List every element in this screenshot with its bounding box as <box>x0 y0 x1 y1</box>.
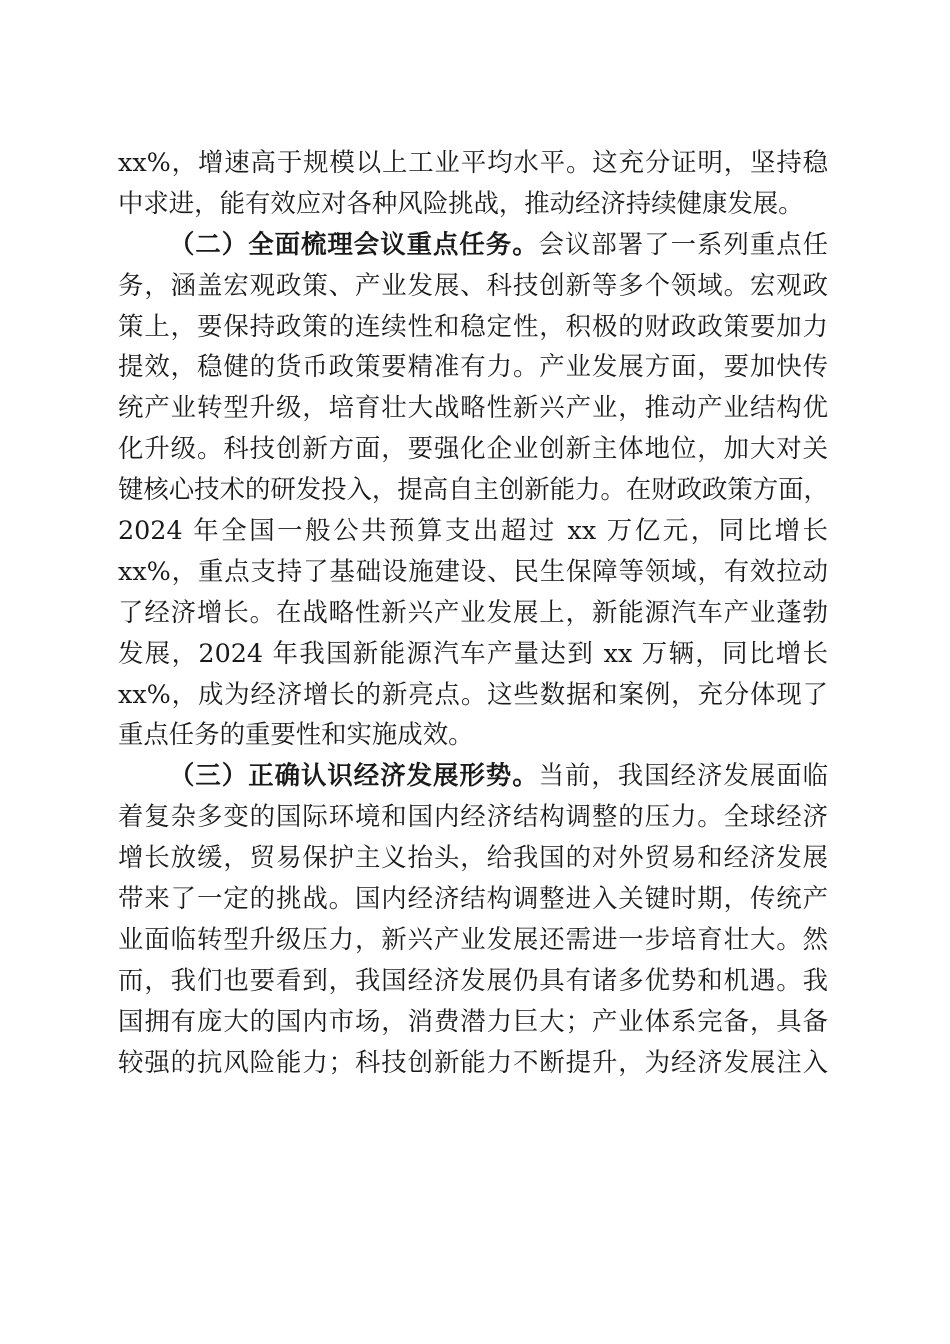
text-line: 而，我们也要看到，我国经济发展仍具有诸多优势和机遇。我 <box>118 964 828 995</box>
text-line: 了经济增长。在战略性新兴产业发展上，新能源汽车产业蓬勃 <box>118 596 828 627</box>
text-line: 业面临转型升级压力，新兴产业发展还需进一步培育壮大。然 <box>118 923 828 954</box>
text-line: 2024 年全国一般公共预算支出超过 xx 万亿元，同比增长 <box>118 515 828 546</box>
text-line: 中求进，能有效应对各种风险挑战，推动经济持续健康发展。 <box>118 187 804 218</box>
text-line: xx%，重点支持了基础设施建设、民生保障等领域，有效拉动 <box>118 555 828 586</box>
text-line: 带来了一定的挑战。国内经济结构调整进入关键时期，传统产 <box>118 883 828 914</box>
text-line: xx%，增速高于规模以上工业平均水平。这充分证明，坚持稳 <box>118 147 828 177</box>
paragraph-2 <box>118 224 828 756</box>
text-line: 重点任务的重要性和实施成效。 <box>118 719 474 750</box>
paragraph-3 <box>118 755 828 1082</box>
text-line: 策上，要保持政策的连续性和稳定性，积极的财政政策要加力 <box>118 310 828 341</box>
text-line: xx%，成为经济增长的新亮点。这些数据和案例，充分体现了 <box>118 678 828 709</box>
text-line: 统产业转型升级，培育壮大战略性新兴产业，推动产业结构优 <box>118 392 828 423</box>
section-heading: （二）全面梳理会议重点任务。 <box>169 228 539 259</box>
text-line: 提效，稳健的货币政策要精准有力。产业发展方面，要加快传 <box>118 351 828 382</box>
text-line: 务，涵盖宏观政策、产业发展、科技创新等多个领域。宏观政 <box>118 269 828 300</box>
text-line: 键核心技术的研发投入，提高自主创新能力。在财政政策方面， <box>118 474 829 505</box>
text-line: 增长放缓，贸易保护主义抬头，给我国的对外贸易和经济发展 <box>118 842 828 873</box>
paragraph-first-line <box>118 755 828 796</box>
paragraph-first-line <box>118 224 828 265</box>
text-line: 发展，2024 年我国新能源汽车产量达到 xx 万辆，同比增长 <box>118 637 828 668</box>
section-heading: （三）正确认识经济发展形势。 <box>169 760 539 791</box>
text-line: 国拥有庞大的国内市场，消费潜力巨大；产业体系完备，具备 <box>118 1005 828 1036</box>
text-run: 会议部署了一系列重点任 <box>538 228 829 259</box>
text-line: 着复杂多变的国际环境和国内经济结构调整的压力。全球经济 <box>118 801 828 832</box>
text-line: 较强的抗风险能力；科技创新能力不断提升，为经济发展注入 <box>118 1046 828 1077</box>
paragraph-1 <box>118 142 828 224</box>
text-line: 化升级。科技创新方面，要强化企业创新主体地位，加大对关 <box>118 433 828 464</box>
text-run: 当前，我国经济发展面临 <box>538 760 829 791</box>
document-page <box>118 142 828 1082</box>
